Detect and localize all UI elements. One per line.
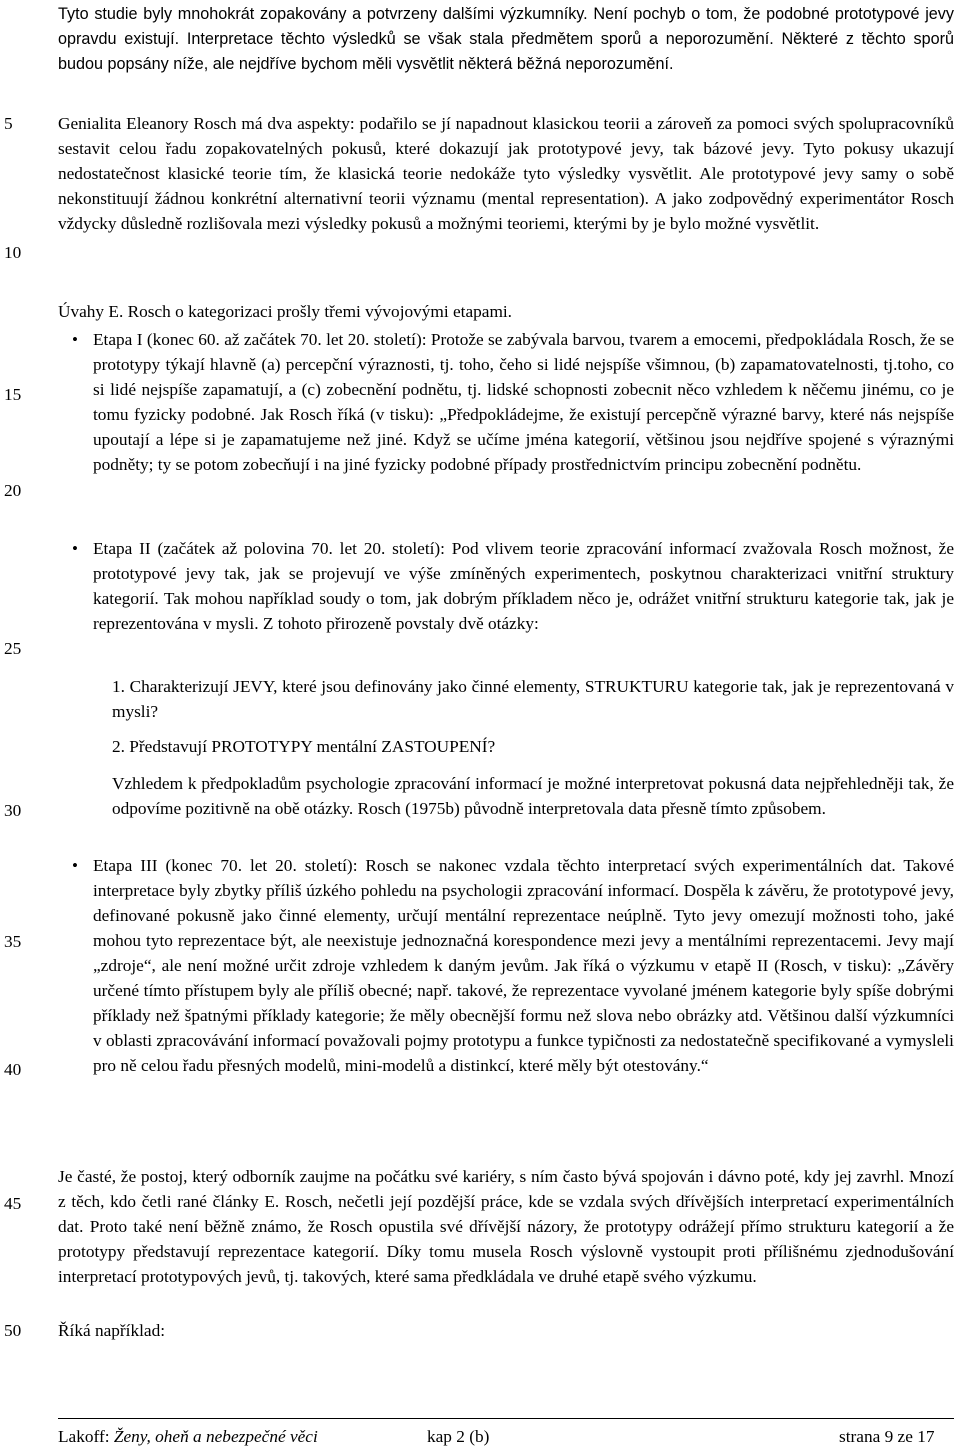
paragraph-postoj: Je časté, že postoj, který odborník zaujme na počátku své kariéry, s ním často bývá spojován i dávno poté, kdy jej zavrhl. Mnozí z těch, kdo četli rané články E. Rosch, nečetli její pozdější práce, kde se vzdala svých dřívějších interpretací experimentálních dat. Proto také není běžně známo, že Rosch opustila své dřívější názory, že prototypy odrážejí přímo strukturu kategorií a že prototypy představují reprezentace kategorií. Díky tomu musela Rosch výslovně vystoupit proti přílišnému zjednodušování interpretací prototypových jevů, tj. takových, které sama předkládala ve druhé etapě svého výzkumu. <box>58 1167 954 1286</box>
bullet-icon: • <box>72 330 78 349</box>
question-2: 2. Představují PROTOTYPY mentální ZASTOUPENÍ? <box>112 737 496 756</box>
footer-citation <box>58 1424 318 1449</box>
paragraph-genialita: Genialita Eleanory Rosch má dva aspekty: podařilo se jí napadnout klasickou teorii a zároveň za pomoci svých spolupracovníků sestavit celou řadu zopakovatelných pokusů, které dokazují jak prototypové jevy, tak bázové jevy. Tyto pokusy ukazují nedostatečnost klasické teorie tím, že klasická teorie nedokáže tyto výsledky vysvětlit. Ale prototypové jevy samy o sobě nekonstituují žádnou konkrétní alternativní teorii významu (mental representation). A jako zodpovědný experimentátor Rosch vždycky důsledně rozlišovala mezi výsledky pokusů a možnými teoriemi, kterými by je bylo možné vysvětlit. <box>58 114 954 233</box>
bullet-etapa-3 <box>58 853 954 1078</box>
line-number: 5 <box>4 114 13 133</box>
line-number: 20 <box>4 481 22 500</box>
line-number: 45 <box>4 1194 22 1213</box>
paragraph-rika: Říká například: <box>58 1321 166 1340</box>
bullet-etapa-2 <box>58 536 954 636</box>
paragraph-intro: Tyto studie byly mnohokrát zopakovány a potvrzeny dalšími výzkumníky. Není pochyb o tom, že podobné prototypové jevy opravdu existují. Interpretace těchto výsledků se však stala předmětem sporů a neporozumění. Některé z těchto sporů budou popsány níže, ale nejdříve bychom měli vysvětlit některá běžná neporozumění. <box>58 5 954 73</box>
footer-divider <box>58 1418 954 1419</box>
bullet-text: Etapa III (konec 70. let 20. století): Rosch se nakonec vzdala těchto interpretací svých experimentálních dat. Takové interpretace byly zbytky příliš úzkého pohledu na psychologii zpracování informací. Dospěla k závěru, že prototypové jevy, definované pokusně jako činné elementy, určují mentální reprezentace neúplně. Tyto jevy omezují možnosti toho, jaké mohou tyto reprezentace být, ale neexistuje jednoznačná korespondence mezi jevy a mentálními reprezentacemi. Jevy mají „zdroje“, ale není možné určit zdroje vzhledem k daným jevům. Jak říká o výzkumu v etapě II (Rosch, v tisku): „Závěry určené tímto přístupem byly ale příliš obecné; např. takové, že reprezentace vyvolané jménem kategorie byly spíše dobrými příklady než špatnými příklady kategorie; že měly obecnější formu než slova nebo obrázky atd. Většinou další výzkumníci v oblasti zpracovávání informací považovali pojmy prototypu a funkce typičnosti za nedostatečně specifikované a vymysleli pro ně celou řadu přesných modelů, mini-modelů a distinkcí, které měly být otestovány.“ <box>93 856 954 1075</box>
footer-author: Lakoff: <box>58 1427 110 1446</box>
line-number: 15 <box>4 385 22 404</box>
line-number: 30 <box>4 801 22 820</box>
paragraph-vzhledem: Vzhledem k předpokladům psychologie zpracování informací je možné interpretovat pokusná data nejpřehledněji tak, že odpovíme pozitivně na obě otázky. Rosch (1975b) původně interpretovala data přesně tímto způsobem. <box>112 774 954 818</box>
line-number: 35 <box>4 932 22 951</box>
bullet-icon: • <box>72 856 78 875</box>
question-1: 1. Charakterizují JEVY, které jsou definovány jako činné elementy, STRUKTURU kategorie tak, jak je reprezentovaná v mysli? <box>112 677 954 721</box>
footer-chapter: kap 2 (b) <box>427 1427 490 1446</box>
line-number: 50 <box>4 1321 22 1340</box>
line-number: 40 <box>4 1060 22 1079</box>
bullet-text: Etapa II (začátek až polovina 70. let 20. století): Pod vlivem teorie zpracování informací zvažovala Rosch možnost, že prototypové jevy tak, jak se projevují ve výše zmíněných experimentech, poskytnou charakterizaci vnitřní struktury kategorií. Tak mohou například soudy o tom, jak dobrým příkladem něco je, odrážet vnitřní strukturu kategorie tak, jak je reprezentována v mysli. Z tohoto přirozeně povstaly dvě otázky: <box>93 539 954 633</box>
bullet-icon: • <box>72 539 78 558</box>
line-number: 25 <box>4 639 22 658</box>
bullet-etapa-1 <box>58 327 954 477</box>
footer-page-number: strana 9 ze 17 <box>839 1427 935 1446</box>
bullet-text: Etapa I (konec 60. až začátek 70. let 20. století): Protože se zabývala barvou, tvarem a emocemi, předpokládala Rosch, že se prototypy týkají hlavně (a) percepční výraznosti, tj. toho, čeho si lidé nejspíše všimnou, (b) zapamatovatelnosti, tj.toho, co si lidé nejspíše zapamatují, a (c) zobecnění podnětu, tj. lidské schopnosti zobecnit něco vzhledem k něčemu jinému, co je tomu fyzicky podobné. Jak Rosch říká (v tisku): „Předpokládejme, že existují percepčně výrazné barvy, které nás nejspíše upoutají a lépe si je zapamatujeme než jiné. Když se učíme jména kategorií, většinou jsou nejdříve spojené s výraznými podněty; ty se potom zobecňují i na jiné fyzicky podobné případy prostřednictvím principu zobecnění podnětu. <box>93 330 954 474</box>
line-number: 10 <box>4 243 22 262</box>
paragraph-etapy: Úvahy E. Rosch o kategorizaci prošly třemi vývojovými etapami. <box>58 302 513 321</box>
footer-book-title: Ženy, oheň a nebezpečné věci <box>113 1427 318 1446</box>
